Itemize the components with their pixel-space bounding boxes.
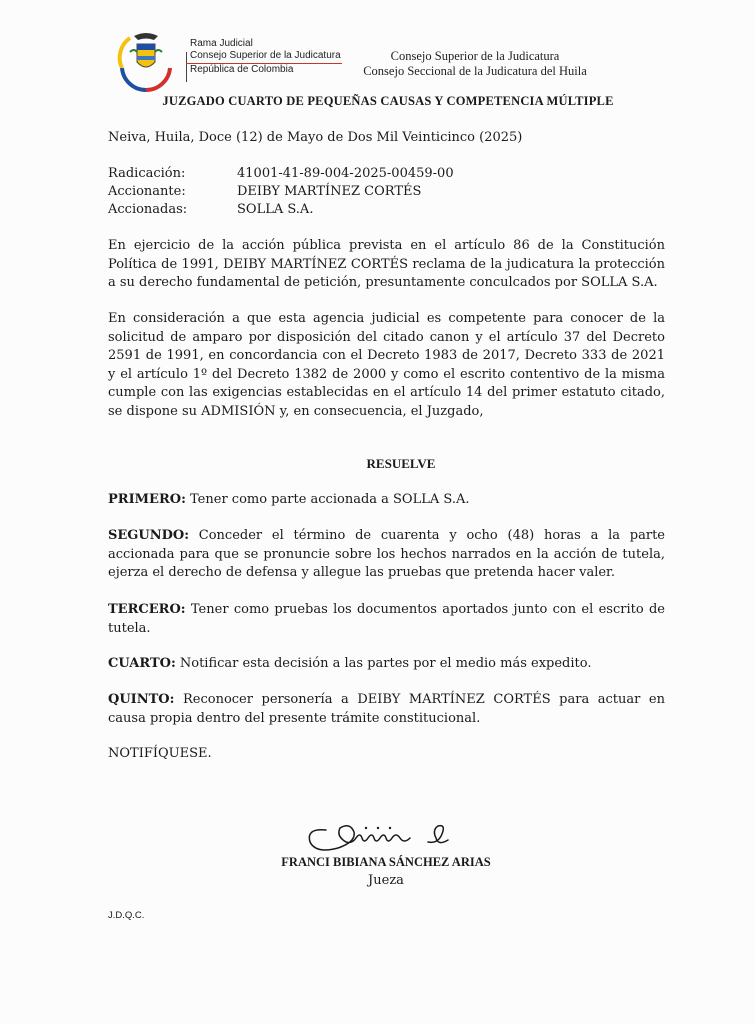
radicacion-row	[108, 165, 454, 184]
radicacion-label: Radicación:	[108, 166, 186, 181]
order-cuarto-text: Notificar esta decisión a las partes por el medio más expedito.	[175, 656, 592, 671]
order-segundo-label: SEGUNDO:	[108, 528, 190, 543]
council-line-2: Consejo Seccional de la Judicatura del Huila	[363, 64, 587, 78]
order-primero-label: PRIMERO:	[108, 492, 186, 507]
handwritten-signature	[300, 808, 490, 856]
accionante-row	[108, 183, 421, 202]
colombia-coat-of-arms-icon	[116, 28, 176, 92]
court-title: JUZGADO CUARTO DE PEQUEÑAS CAUSAS Y COMPETENCIA MÚLTIPLE	[162, 94, 614, 108]
paragraph-1: En ejercicio de la acción pública prevista en el artículo 86 de la Constitución Política de 1991, DEIBY MARTÍNEZ CORTÉS reclama de la judicatura la protección a su derecho fundamental de petición, presuntamente conculcados por SOLLA S.A.	[108, 238, 665, 291]
council-line-1: Consejo Superior de la Judicatura	[390, 49, 560, 63]
order-tercero-label: TERCERO:	[108, 602, 186, 617]
order-quinto-text: Reconocer personería a DEIBY MARTÍNEZ CORTÉS para actuar en causa propia dentro del presente trámite constitucional.	[108, 692, 665, 726]
order-tercero-text: Tener como pruebas los documentos aportados junto con el escrito de tutela.	[108, 602, 665, 636]
paragraph-2: En consideración a que esta agencia judicial es competente para conocer de la solicitud de amparo por disposición del citado canon y el artículo 37 del Decreto 2591 de 1991, en concordancia con el Decreto 1983 de 2017, Decreto 333 de 2021 y el artículo 1º del Decreto 1382 de 2000 y como el escrito contentivo de la misma cumple con las exigencias establecidas en el artículo 14 del primer estatuto citado, se dispone su ADMISIÓN y, en consecuencia, el Juzgado,	[108, 311, 665, 419]
initials: J.D.Q.C.	[108, 910, 145, 921]
order-primero	[108, 491, 665, 510]
accionante-label: Accionante:	[108, 184, 186, 199]
judicial-branch-logo-text	[186, 38, 342, 76]
accionadas-row	[108, 201, 313, 220]
accionante-value: DEIBY MARTÍNEZ CORTÉS	[237, 184, 422, 199]
order-tercero	[108, 601, 665, 638]
order-cuarto	[108, 655, 665, 674]
signer-name: FRANCI BIBIANA SÁNCHEZ ARIAS	[281, 855, 491, 869]
date-line: Neiva, Huila, Doce (12) de Mayo de Dos Mil Veinticinco (2025)	[108, 130, 523, 145]
order-segundo	[108, 527, 665, 583]
council-header	[350, 49, 600, 79]
accionadas-label: Accionadas:	[108, 202, 188, 217]
order-cuarto-label: CUARTO:	[108, 656, 176, 671]
resuelve-heading: RESUELVE	[366, 456, 436, 471]
accionadas-value: SOLLA S.A.	[237, 202, 314, 217]
order-quinto-label: QUINTO:	[108, 692, 175, 707]
logo-line-3: República de Colombia	[190, 64, 294, 75]
radicacion-value: 41001-41-89-004-2025-00459-00	[237, 166, 454, 181]
logo-line-2: Consejo Superior de la Judicatura	[186, 50, 342, 64]
logo-line-1: Rama Judicial	[190, 38, 253, 49]
signer-role: Jueza	[368, 873, 404, 888]
order-primero-text: Tener como parte accionada a SOLLA S.A.	[185, 492, 470, 507]
order-quinto	[108, 691, 665, 728]
order-segundo-text: Conceder el término de cuarenta y ocho (48) horas a la parte accionada para que se pronuncie sobre los hechos narrados en la acción de tutela, ejerza el derecho de defensa y allegue las pruebas que pretenda hacer valer.	[108, 528, 665, 581]
closing-notifiquese: NOTIFÍQUESE.	[108, 746, 212, 761]
